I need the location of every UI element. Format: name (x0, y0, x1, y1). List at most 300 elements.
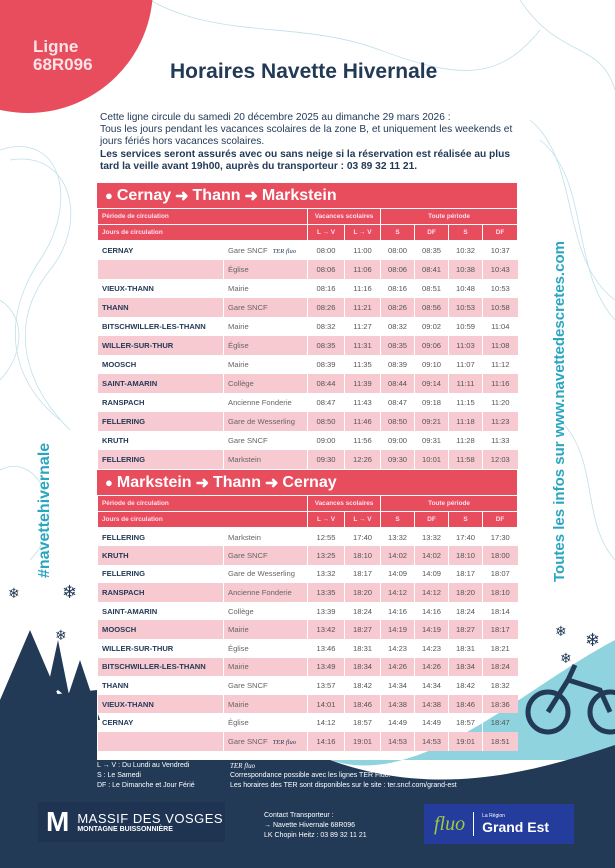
school-holidays-header: Vacances scolaires (308, 496, 381, 512)
departure-time: 13:35 (308, 583, 345, 602)
timetable-outbound (97, 183, 517, 469)
table-row (98, 546, 518, 565)
departure-time: 18:17 (345, 565, 381, 584)
departure-time: 18:51 (483, 732, 518, 751)
days-header: Jours de circulation (98, 512, 308, 528)
stop-name (224, 713, 308, 732)
departure-time: 10:48 (449, 279, 483, 298)
region-name: Grand Est (482, 819, 550, 835)
table-row (98, 583, 518, 602)
station-name: FELLERING (98, 450, 224, 469)
departure-time: 18:10 (345, 546, 381, 565)
departure-time: 18:31 (345, 639, 381, 658)
svg-text:❄: ❄ (560, 650, 572, 666)
stop-name (224, 241, 308, 260)
departure-time: 08:51 (415, 279, 449, 298)
departure-time: 08:47 (308, 393, 345, 412)
stop-name (224, 260, 308, 279)
departure-time: 08:39 (308, 355, 345, 374)
departure-time: 18:24 (345, 602, 381, 621)
svg-text:❄: ❄ (8, 585, 20, 601)
departure-time: 13:39 (308, 602, 345, 621)
departure-time: 11:33 (483, 431, 518, 450)
departure-time: 14:19 (381, 620, 415, 639)
station-name: MOOSCH (98, 620, 224, 639)
departure-time: 11:07 (449, 355, 483, 374)
legend-lv: L → V : Du Lundi au Vendredi (97, 762, 190, 769)
table-row (98, 431, 518, 450)
departure-time: 13:32 (308, 565, 345, 584)
route-stop: Markstein (261, 186, 337, 204)
departure-time: 08:00 (381, 241, 415, 260)
departure-time: 14:53 (381, 732, 415, 751)
stop-label: Mairie (228, 283, 249, 293)
departure-time: 18:27 (345, 620, 381, 639)
departure-time: 09:10 (415, 355, 449, 374)
departure-time: 14:38 (415, 695, 449, 714)
day-header: S (381, 225, 415, 241)
table-row (98, 713, 518, 732)
departure-time: 08:50 (308, 412, 345, 431)
departure-time: 11:58 (449, 450, 483, 469)
departure-time: 17:40 (345, 528, 381, 547)
departure-time: 14:34 (415, 676, 449, 695)
departure-time: 09:21 (415, 412, 449, 431)
day-header: L → V (308, 512, 345, 528)
massif-subtitle: MONTAGNE BUISSONNIÈRE (77, 826, 173, 833)
departure-time: 14:09 (381, 565, 415, 584)
departure-time: 14:12 (381, 583, 415, 602)
location-pin-icon: ● (105, 188, 113, 203)
departure-time: 08:47 (381, 393, 415, 412)
period-header: Période de circulation (98, 209, 308, 225)
stop-label: Mairie (228, 321, 249, 331)
page-title: Horaires Navette Hivernale (170, 60, 438, 83)
departure-time: 12:26 (345, 450, 381, 469)
header-row-days (98, 512, 518, 528)
table-row (98, 241, 518, 260)
departure-time: 18:24 (449, 602, 483, 621)
station-name: BITSCHWILLER-LES-THANN (98, 317, 224, 336)
table-row (98, 336, 518, 355)
departure-time: 14:53 (415, 732, 449, 751)
departure-time: 18:10 (483, 583, 518, 602)
departure-time: 08:06 (381, 260, 415, 279)
station-name: SAINT-AMARIN (98, 602, 224, 621)
stop-label: Gare de Wesserling (228, 416, 295, 426)
stop-label: Église (228, 643, 249, 653)
station-name (98, 260, 224, 279)
departure-time: 14:23 (415, 639, 449, 658)
days-header: Jours de circulation (98, 225, 308, 241)
stop-name (224, 412, 308, 431)
stop-label: Markstein (228, 532, 261, 542)
day-header: DF (415, 225, 449, 241)
departure-time: 10:01 (415, 450, 449, 469)
departure-time: 10:53 (449, 298, 483, 317)
stop-label: Ancienne Fonderie (228, 588, 292, 598)
fluo-grand-est-logo (424, 804, 574, 844)
table-row (98, 355, 518, 374)
day-header: L → V (345, 512, 381, 528)
station-name: KRUTH (98, 431, 224, 450)
table-row (98, 695, 518, 714)
departure-time: 14:26 (381, 658, 415, 677)
departure-time: 14:19 (415, 620, 449, 639)
departure-time: 18:20 (449, 583, 483, 602)
departure-time: 18:17 (483, 620, 518, 639)
station-name: VIEUX-THANN (98, 279, 224, 298)
departure-time: 09:14 (415, 374, 449, 393)
departure-time: 18:27 (449, 620, 483, 639)
departure-time: 18:20 (345, 583, 381, 602)
line-badge (33, 38, 93, 74)
departure-time: 08:39 (381, 355, 415, 374)
departure-time: 14:16 (415, 602, 449, 621)
table-row (98, 260, 518, 279)
line-label: Ligne (33, 37, 79, 56)
massif-logo-icon: M (46, 806, 70, 837)
arrow-right-icon: ➜ (264, 474, 279, 492)
stop-label: Markstein (228, 454, 261, 464)
route-stop: Cernay (282, 473, 337, 491)
departure-time: 08:50 (381, 412, 415, 431)
departure-time: 08:56 (415, 298, 449, 317)
departure-time: 08:32 (308, 317, 345, 336)
all-period-header: Toute période (381, 496, 518, 512)
intro-days: Tous les jours pendant les vacances scolaires de la zone B, et uniquement les weekends et jours fériés hors vacances scolaires. (100, 124, 513, 148)
contact-line: → Navette Hivernale 68R096 (264, 822, 356, 829)
stop-label: Gare SNCF (228, 736, 268, 746)
stop-name (224, 431, 308, 450)
stop-name (224, 620, 308, 639)
departure-time: 08:44 (308, 374, 345, 393)
table-row (98, 412, 518, 431)
period-header: Période de circulation (98, 496, 308, 512)
massif-title: MASSIF DES VOSGES (77, 811, 224, 826)
departure-time: 11:03 (449, 336, 483, 355)
day-header: DF (483, 225, 518, 241)
departure-time: 18:47 (483, 713, 518, 732)
stop-name (224, 393, 308, 412)
day-header: S (449, 512, 483, 528)
departure-time: 10:37 (483, 241, 518, 260)
stop-label: Gare de Wesserling (228, 569, 295, 579)
route-stop: Cernay (116, 186, 172, 204)
departure-time: 10:43 (483, 260, 518, 279)
departure-time: 14:09 (415, 565, 449, 584)
website-text: Toutes les infos sur www.navettedescretes.com (551, 241, 568, 582)
legend-df: DF : Le Dimanche et Jour Férié (97, 782, 195, 789)
stop-label: Mairie (228, 359, 249, 369)
station-name: RANSPACH (98, 393, 224, 412)
departure-time: 13:25 (308, 546, 345, 565)
contact-title: Contact Transporteur : (264, 812, 334, 819)
departure-time: 14:26 (415, 658, 449, 677)
departure-time: 12:55 (308, 528, 345, 547)
svg-text:❄: ❄ (555, 623, 567, 639)
departure-time: 11:16 (345, 279, 381, 298)
stop-label: Collège (228, 378, 254, 388)
departure-time: 08:26 (381, 298, 415, 317)
stop-label: Gare SNCF (228, 302, 268, 312)
departure-time: 14:23 (381, 639, 415, 658)
route-stop: Markstein (116, 473, 192, 491)
departure-time: 08:16 (308, 279, 345, 298)
svg-text:❄: ❄ (62, 582, 78, 602)
legend-ter (230, 761, 457, 791)
table-row (98, 528, 518, 547)
ter-fluo-badge: TER fluo (272, 247, 296, 255)
stop-name (224, 602, 308, 621)
route-stop: Thann (192, 186, 241, 204)
table-row (98, 732, 518, 751)
arrow-right-icon: ➜ (244, 187, 258, 205)
departure-time: 08:44 (381, 374, 415, 393)
all-period-header: Toute période (381, 209, 518, 225)
departure-time: 11:18 (449, 412, 483, 431)
departure-time: 11:21 (345, 298, 381, 317)
station-name: CERNAY (98, 241, 224, 260)
departure-time: 11:46 (345, 412, 381, 431)
departure-time: 11:56 (345, 431, 381, 450)
stop-label: Église (228, 340, 249, 350)
region-small: La Région (482, 813, 505, 819)
table-row (98, 393, 518, 412)
table-row (98, 279, 518, 298)
stop-name (224, 317, 308, 336)
station-name: BITSCHWILLER-LES-THANN (98, 658, 224, 677)
departure-time: 14:02 (415, 546, 449, 565)
departure-time: 08:06 (308, 260, 345, 279)
departure-time: 18:21 (483, 639, 518, 658)
day-header: DF (483, 512, 518, 528)
departure-time: 17:40 (449, 528, 483, 547)
departure-time: 11:31 (345, 336, 381, 355)
departure-time: 18:10 (449, 546, 483, 565)
departure-time: 08:41 (415, 260, 449, 279)
route-banner (97, 183, 517, 208)
stop-label: Mairie (228, 699, 249, 709)
ter-fluo-logo: TER fluo (230, 762, 256, 770)
station-name: FELLERING (98, 528, 224, 547)
station-name: WILLER-SUR-THUR (98, 639, 224, 658)
day-header: L → V (345, 225, 381, 241)
departure-time: 14:49 (415, 713, 449, 732)
departure-time: 18:42 (345, 676, 381, 695)
stop-name (224, 565, 308, 584)
stop-name (224, 298, 308, 317)
departure-time: 18:46 (449, 695, 483, 714)
departure-time: 13:57 (308, 676, 345, 695)
table-row (98, 602, 518, 621)
legend-s: S : Le Samedi (97, 772, 141, 779)
stop-name (224, 676, 308, 695)
departure-time: 11:39 (345, 374, 381, 393)
legend-days (97, 761, 195, 791)
svg-text:❄: ❄ (585, 630, 601, 650)
intro-text (100, 112, 530, 173)
departure-time: 18:57 (449, 713, 483, 732)
departure-time: 09:02 (415, 317, 449, 336)
station-name: MOOSCH (98, 355, 224, 374)
station-name: THANN (98, 676, 224, 695)
departure-time: 08:26 (308, 298, 345, 317)
departure-time: 14:49 (381, 713, 415, 732)
departure-time: 11:15 (449, 393, 483, 412)
table-row (98, 676, 518, 695)
departure-time: 09:31 (415, 431, 449, 450)
day-header: S (381, 512, 415, 528)
stop-name (224, 528, 308, 547)
stop-name (224, 279, 308, 298)
stop-label: Mairie (228, 625, 249, 635)
stop-label: Église (228, 718, 249, 728)
departure-time: 09:00 (381, 431, 415, 450)
departure-time: 18:24 (483, 658, 518, 677)
departure-time: 18:14 (483, 602, 518, 621)
stop-name (224, 450, 308, 469)
departure-time: 19:01 (449, 732, 483, 751)
station-name: KRUTH (98, 546, 224, 565)
departure-time: 10:38 (449, 260, 483, 279)
ter-fluo-badge: TER fluo (272, 738, 296, 746)
departure-time: 08:32 (381, 317, 415, 336)
logo-divider (473, 812, 474, 836)
departure-time: 09:30 (381, 450, 415, 469)
departure-time: 11:35 (345, 355, 381, 374)
timetable (97, 208, 518, 469)
departure-time: 14:16 (308, 732, 345, 751)
legend-ter-1: Correspondance possible avec les lignes TER Fluo. (230, 772, 391, 779)
departure-time: 11:12 (483, 355, 518, 374)
stop-name (224, 732, 308, 751)
location-pin-icon: ● (105, 475, 113, 490)
intro-dates: Cette ligne circule du samedi 20 décembre 2025 au dimanche 29 mars 2026 : (100, 112, 451, 123)
stop-name (224, 695, 308, 714)
departure-time: 14:01 (308, 695, 345, 714)
stop-name (224, 336, 308, 355)
route-banner (97, 470, 517, 495)
departure-time: 11:27 (345, 317, 381, 336)
stop-label: Mairie (228, 662, 249, 672)
stop-name (224, 546, 308, 565)
departure-time: 14:12 (308, 713, 345, 732)
day-header: DF (415, 512, 449, 528)
departure-time: 18:07 (483, 565, 518, 584)
station-name: FELLERING (98, 565, 224, 584)
departure-time: 11:16 (483, 374, 518, 393)
departure-time: 13:32 (381, 528, 415, 547)
header-row-period (98, 496, 518, 512)
departure-time: 14:02 (381, 546, 415, 565)
stop-label: Gare SNCF (228, 681, 268, 691)
massif-des-vosges-logo (38, 802, 225, 842)
departure-time: 18:34 (449, 658, 483, 677)
departure-time: 18:34 (345, 658, 381, 677)
departure-time: 18:46 (345, 695, 381, 714)
table-row (98, 639, 518, 658)
legend-ter-2: Les horaires des TER sont disponibles sur le site : ter.sncf.com/grand-est (230, 782, 457, 789)
departure-time: 18:17 (449, 565, 483, 584)
departure-time: 08:35 (308, 336, 345, 355)
arrow-right-icon: ➜ (175, 187, 189, 205)
stop-label: Gare SNCF (228, 245, 268, 255)
departure-time: 09:06 (415, 336, 449, 355)
departure-time: 08:00 (308, 241, 345, 260)
table-row (98, 658, 518, 677)
stop-name (224, 583, 308, 602)
station-name: FELLERING (98, 412, 224, 431)
day-header: L → V (308, 225, 345, 241)
contact-info (264, 811, 367, 841)
station-name: CERNAY (98, 713, 224, 732)
fluo-logo: fluo (434, 812, 466, 835)
departure-time: 18:36 (483, 695, 518, 714)
stop-name (224, 374, 308, 393)
stop-name (224, 355, 308, 374)
departure-time: 11:04 (483, 317, 518, 336)
station-name: RANSPACH (98, 583, 224, 602)
intro-reservation: Les services seront assurés avec ou sans neige si la réservation est réalisée au plus tard la veille avant 19h00, auprès du transporteur : 03 89 32 11 21. (100, 148, 510, 172)
station-name: THANN (98, 298, 224, 317)
departure-time: 11:06 (345, 260, 381, 279)
departure-time: 09:00 (308, 431, 345, 450)
departure-time: 08:16 (381, 279, 415, 298)
table-row (98, 317, 518, 336)
departure-time: 10:53 (483, 279, 518, 298)
departure-time: 13:42 (308, 620, 345, 639)
departure-time: 14:34 (381, 676, 415, 695)
departure-time: 08:35 (381, 336, 415, 355)
departure-time: 10:32 (449, 241, 483, 260)
departure-time: 08:35 (415, 241, 449, 260)
departure-time: 13:46 (308, 639, 345, 658)
departure-time: 14:12 (415, 583, 449, 602)
arrow-right-icon: ➜ (195, 474, 209, 492)
departure-time: 11:23 (483, 412, 518, 431)
table-row (98, 620, 518, 639)
departure-time: 14:38 (381, 695, 415, 714)
line-number: 68R096 (33, 55, 93, 74)
table-row (98, 298, 518, 317)
departure-time: 18:42 (449, 676, 483, 695)
departure-time: 17:30 (483, 528, 518, 547)
departure-time: 14:16 (381, 602, 415, 621)
stop-label: Collège (228, 606, 254, 616)
header-row-period (98, 209, 518, 225)
departure-time: 09:18 (415, 393, 449, 412)
contact-phone: LK Chopin Heitz : 03 89 32 11 21 (264, 832, 367, 839)
departure-time: 18:32 (483, 676, 518, 695)
table-row (98, 565, 518, 584)
station-name: SAINT-AMARIN (98, 374, 224, 393)
table-row (98, 450, 518, 469)
departure-time: 11:00 (345, 241, 381, 260)
hashtag: #navettehivernale (36, 442, 53, 578)
day-header: S (449, 225, 483, 241)
svg-text:❄: ❄ (55, 627, 67, 643)
departure-time: 18:31 (449, 639, 483, 658)
departure-time: 19:01 (345, 732, 381, 751)
route-stop: Thann (212, 473, 261, 491)
stop-name (224, 639, 308, 658)
stop-label: Gare SNCF (228, 435, 268, 445)
school-holidays-header: Vacances scolaires (308, 209, 381, 225)
departure-time: 11:11 (449, 374, 483, 393)
departure-time: 13:32 (415, 528, 449, 547)
departure-time: 11:20 (483, 393, 518, 412)
